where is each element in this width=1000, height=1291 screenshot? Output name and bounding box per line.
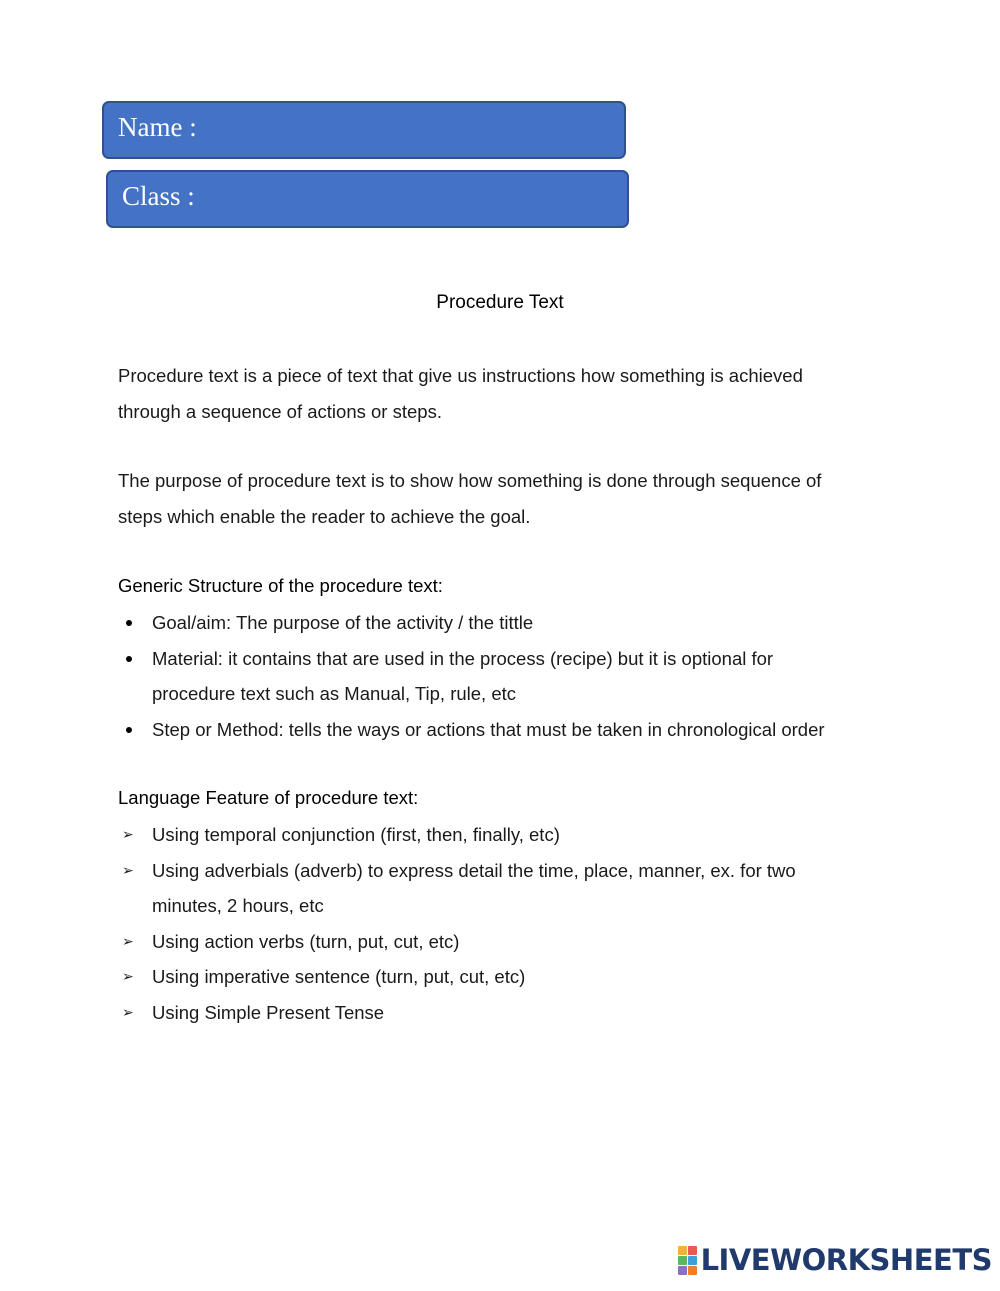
arrow-bullet-icon: ➢ <box>122 1003 134 1020</box>
language-item-present-tense: Using Simple Present Tense <box>152 1001 385 1023</box>
purpose-line-2: steps which enable the reader to achieve the goal. <box>118 505 531 527</box>
arrow-bullet-icon: ➢ <box>122 932 134 949</box>
name-field[interactable] <box>102 101 626 159</box>
list-item <box>118 924 888 960</box>
purpose-paragraph <box>118 463 878 534</box>
purpose-line-1: The purpose of procedure text is to show how something is done through sequence of <box>118 470 822 491</box>
bullet-icon <box>126 727 132 733</box>
definition-line-1: Procedure text is a piece of text that give us instructions how something is achieved <box>118 365 803 386</box>
structure-list <box>118 605 888 747</box>
liveworksheets-logo <box>678 1243 992 1277</box>
list-item <box>118 995 888 1031</box>
structure-item-goal: Goal/aim: The purpose of the activity / the tittle <box>152 612 534 633</box>
document-title: Procedure Text <box>436 292 564 313</box>
logo-blocks-icon <box>678 1246 697 1275</box>
language-item-imperative: Using imperative sentence (turn, put, cut, etc) <box>152 966 526 987</box>
arrow-bullet-icon: ➢ <box>122 861 134 878</box>
arrow-bullet-icon: ➢ <box>122 826 134 842</box>
list-item <box>118 712 888 748</box>
list-item <box>118 641 888 712</box>
definition-paragraph <box>118 358 878 429</box>
definition-line-2: through a sequence of actions or steps. <box>118 400 442 422</box>
arrow-bullet-icon: ➢ <box>122 968 134 984</box>
list-item <box>118 817 888 853</box>
class-label: Class : <box>122 180 195 211</box>
language-item-temporal: Using temporal conjunction (first, then, finally, etc) <box>152 824 560 845</box>
language-item-adverbials: Using adverbials (adverb) to express detail the time, place, manner, ex. for two minutes, 2 hours, etc <box>152 859 796 916</box>
language-heading: Language Feature of procedure text: <box>118 787 419 808</box>
bullet-icon <box>126 620 132 626</box>
structure-heading: Generic Structure of the procedure text: <box>118 575 443 596</box>
structure-item-step: Step or Method: tells the ways or actions that must be taken in chronological order <box>152 718 825 740</box>
structure-item-material: Material: it contains that are used in the process (recipe) but it is optional for procedure text such as Manual, Tip, rule, etc <box>152 647 774 704</box>
name-label: Name : <box>118 111 197 142</box>
language-item-action-verbs: Using action verbs (turn, put, cut, etc) <box>152 930 460 952</box>
logo-text: LIVEWORKSHEETS <box>700 1243 992 1277</box>
class-field[interactable] <box>106 170 629 228</box>
bullet-icon <box>126 656 132 662</box>
list-item <box>118 959 888 995</box>
list-item <box>118 605 888 641</box>
list-item <box>118 853 888 924</box>
language-list <box>118 817 888 1030</box>
